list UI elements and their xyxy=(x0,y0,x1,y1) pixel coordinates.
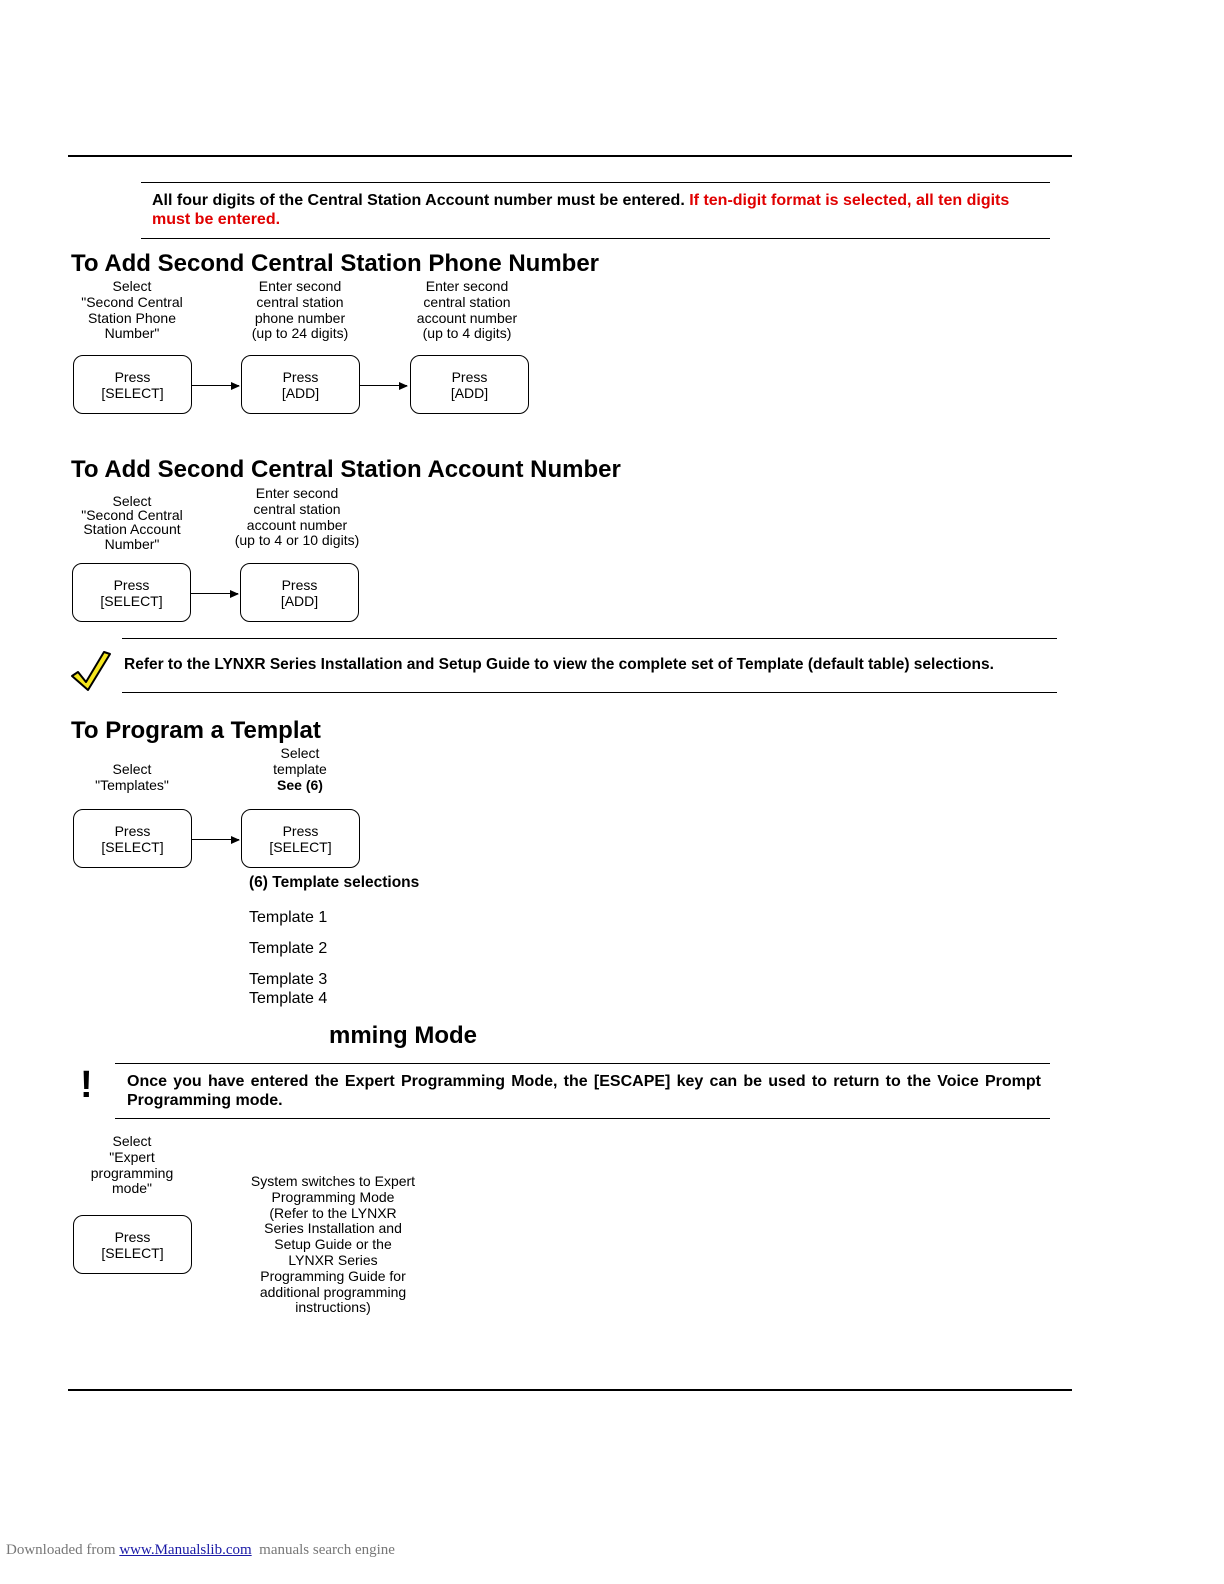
note-warning-text: If ten-digit format is selected, all ten digits must be entered. xyxy=(152,192,1010,228)
note-rule xyxy=(141,238,1050,239)
template-item: Template 4 xyxy=(249,990,328,1007)
template-item: Template 2 xyxy=(249,940,328,957)
press-select-step: Press [SELECT] xyxy=(72,563,191,622)
note-rule xyxy=(122,692,1057,693)
press-add-step: Press [ADD] xyxy=(240,563,359,622)
section-title-template: To Program a Templat xyxy=(71,717,321,744)
step-caption: Enter second central station account number (up to 4 or 10 digits) xyxy=(234,485,360,549)
footer-suffix: manuals search engine xyxy=(259,1542,395,1558)
footer xyxy=(6,1542,395,1559)
press-select-step: Press [SELECT] xyxy=(73,1215,192,1274)
bottom-rule xyxy=(68,1389,1072,1391)
press-select-step: Press [SELECT] xyxy=(73,355,192,414)
template-selections-title: (6) Template selections xyxy=(249,874,420,891)
see-reference: See (6) xyxy=(277,777,323,793)
top-rule xyxy=(68,155,1072,157)
section-title-account: To Add Second Central Station Account Number xyxy=(71,456,621,483)
manualslib-link[interactable]: www.Manualslib.com xyxy=(119,1542,252,1558)
press-add-step: Press [ADD] xyxy=(241,355,360,414)
result-caption: System switches to Expert Programming Mode (Refer to the LYNXR Series Installation and Setup Guide or the LYNXR Series Programming Guide for additional programming instructions) xyxy=(250,1173,416,1316)
press-select-step: Press [SELECT] xyxy=(241,809,360,868)
step-caption: Select "Second Central Station Account Number" xyxy=(81,493,183,552)
exclamation-icon: ! xyxy=(80,1064,93,1106)
note-text: All four digits of the Central Station Account number must be entered. xyxy=(152,192,685,209)
press-select-step: Press [SELECT] xyxy=(73,809,192,868)
note-rule xyxy=(115,1118,1050,1119)
section-title-expert: mming Mode xyxy=(329,1022,477,1049)
note-rule xyxy=(115,1063,1050,1064)
template-reference-note: Refer to the LYNXR Series Installation and Setup Guide to view the complete set of Template (default table) selections. xyxy=(124,656,994,673)
account-digits-note xyxy=(152,191,1032,229)
arrow-icon xyxy=(191,593,238,594)
template-item: Template 3 xyxy=(249,971,328,988)
step-caption: Select "Second Central Station Phone Number" xyxy=(81,278,183,342)
step-caption: Select template xyxy=(273,745,327,777)
step-caption: Select "Expert programming mode" xyxy=(90,1133,174,1197)
arrow-icon xyxy=(192,385,239,386)
note-rule xyxy=(122,638,1057,639)
checkmark-icon xyxy=(70,648,112,692)
press-add-step: Press [ADD] xyxy=(410,355,529,414)
arrow-icon xyxy=(360,385,407,386)
template-item: Template 1 xyxy=(249,909,328,926)
step-caption: Select "Templates" xyxy=(95,761,169,793)
section-title-phone: To Add Second Central Station Phone Number xyxy=(71,250,600,277)
note-rule xyxy=(141,182,1050,183)
footer-prefix: Downloaded from xyxy=(6,1542,116,1558)
escape-key-note: Once you have entered the Expert Programming Mode, the [ESCAPE] key can be used to return to the Voice Prompt Programming mode. xyxy=(127,1073,1041,1109)
step-caption: Enter second central station account number (up to 4 digits) xyxy=(416,278,518,342)
step-caption: Enter second central station phone number (up to 24 digits) xyxy=(251,278,349,342)
arrow-icon xyxy=(192,839,239,840)
